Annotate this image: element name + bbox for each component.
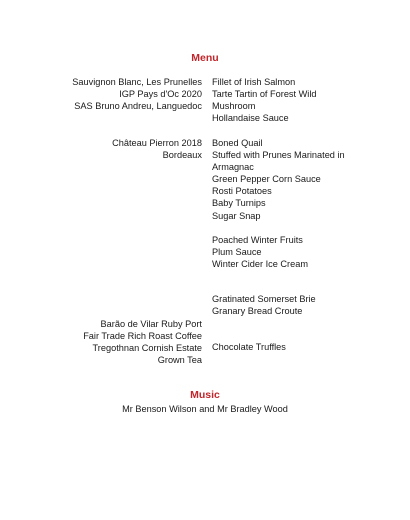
course3-dish [212, 234, 308, 270]
dish-line: Winter Cider Ice Cream [212, 259, 308, 270]
dish-line: Poached Winter Fruits [212, 235, 303, 245]
dish-line: Baby Turnips [212, 198, 266, 209]
music-performers: Mr Benson Wilson and Mr Bradley Wood [122, 404, 288, 414]
wine-line: Barão de Vilar Ruby Port [100, 319, 202, 329]
wine-line: IGP Pays d'Oc 2020 [119, 89, 202, 100]
dish-line: Hollandaise Sauce [212, 113, 289, 124]
course1-dish [212, 76, 317, 124]
wine-line: Sauvignon Blanc, Les Prunelles [72, 77, 202, 87]
course1-wine [72, 76, 202, 112]
menu-heading: Menu [191, 52, 219, 64]
dish-line: Mushroom [212, 101, 256, 112]
music-heading: Music [190, 389, 220, 401]
dish-line: Chocolate Truffles [212, 342, 286, 352]
course2-wine [112, 137, 202, 161]
dish-line: Boned Quail [212, 138, 263, 148]
dish-line: Green Pepper Corn Sauce [212, 174, 321, 185]
course5-dish [212, 341, 286, 353]
dish-line: Granary Bread Croute [212, 306, 303, 317]
dish-line: Armagnac [212, 162, 254, 173]
course5-wine [83, 318, 202, 366]
wine-line: Tregothnan Cornish Estate [92, 343, 202, 354]
dish-line: Gratinated Somerset Brie [212, 294, 316, 304]
dish-line: Fillet of Irish Salmon [212, 77, 296, 87]
dish-line: Stuffed with Prunes Marinated in [212, 150, 345, 161]
dish-line: Plum Sauce [212, 247, 262, 258]
wine-line: Château Pierron 2018 [112, 138, 202, 148]
wine-line: Bordeaux [162, 150, 202, 161]
course4-dish [212, 293, 316, 317]
wine-line: Fair Trade Rich Roast Coffee [83, 331, 202, 342]
dish-line: Rosti Potatoes [212, 186, 272, 197]
dish-line: Sugar Snap [212, 210, 261, 221]
wine-line: Grown Tea [157, 355, 202, 366]
dish-line: Tarte Tartin of Forest Wild [212, 89, 317, 100]
course2-dish [212, 137, 345, 222]
wine-line: SAS Bruno Andreu, Languedoc [74, 101, 202, 112]
